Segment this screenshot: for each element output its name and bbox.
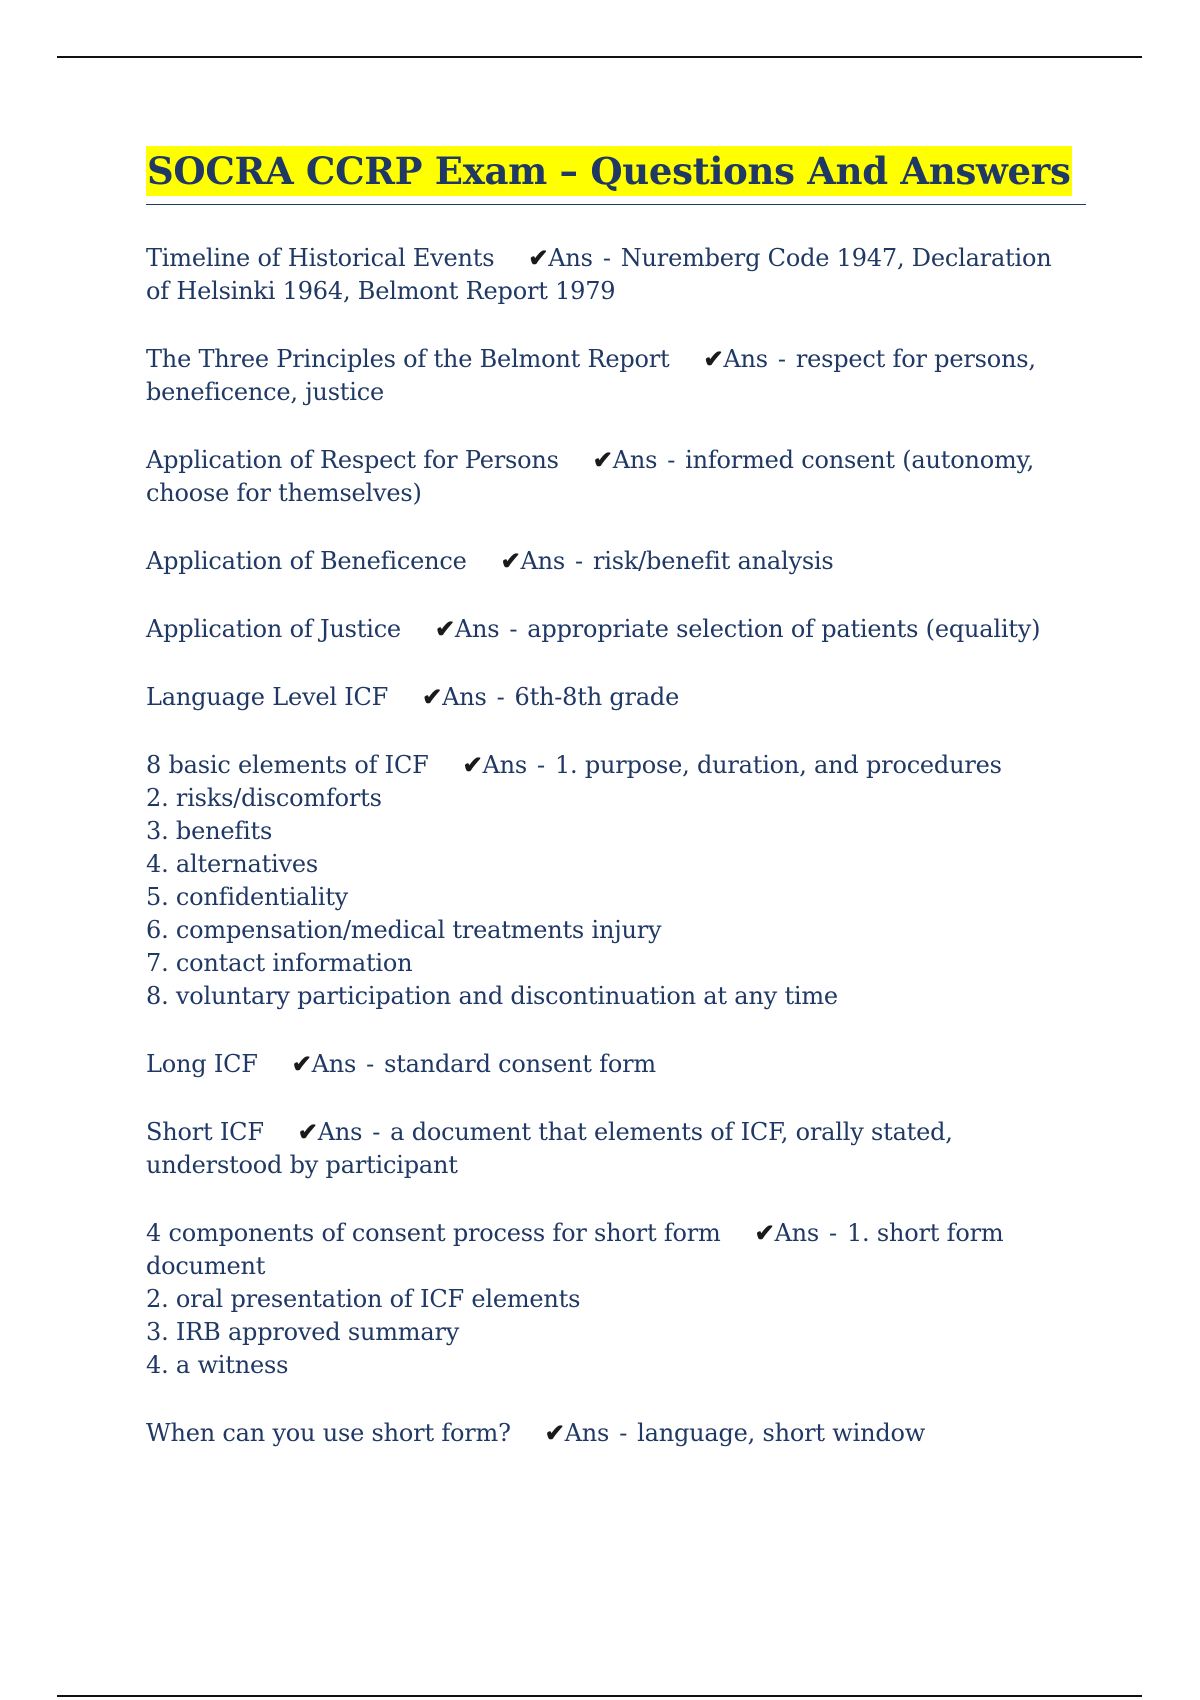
- answer-text: language, short window: [637, 1419, 926, 1447]
- answer-line: of Helsinki 1964, Belmont Report 1979: [146, 277, 616, 305]
- answer-line: 4. alternatives: [146, 850, 318, 878]
- question-text: 4 components of consent process for short form: [146, 1219, 721, 1247]
- page-bottom-rule: [57, 1695, 1142, 1697]
- answer-text: informed consent (autonomy,: [685, 446, 1035, 474]
- answer-text: standard consent form: [384, 1050, 656, 1078]
- ans-label: Ans: [317, 1118, 363, 1146]
- qa-first-line: [146, 1216, 1086, 1250]
- qa-item: [146, 748, 1086, 1013]
- ans-label: Ans: [311, 1050, 357, 1078]
- qa-first-line: [146, 544, 1086, 578]
- answer-line: choose for themselves): [146, 479, 422, 507]
- answer-text: risk/benefit analysis: [592, 547, 834, 575]
- answer-line: 7. contact information: [146, 949, 413, 977]
- qa-first-line: [146, 1416, 1086, 1450]
- ans-separator: -: [509, 615, 518, 643]
- qa-item: [146, 1115, 1086, 1182]
- checkmark-icon: ✔: [528, 243, 549, 272]
- answer-line: document: [146, 1252, 266, 1280]
- ans-label: Ans: [774, 1219, 820, 1247]
- qa-list: [146, 241, 1086, 1450]
- title-block: [146, 146, 1086, 205]
- checkmark-icon: ✔: [500, 546, 521, 575]
- qa-first-line: [146, 612, 1086, 646]
- answer-line: 4. a witness: [146, 1351, 289, 1379]
- answer-line: 2. risks/discomforts: [146, 784, 382, 812]
- answer-text: Nuremberg Code 1947, Declaration: [620, 244, 1052, 272]
- checkmark-icon: ✔: [434, 614, 455, 643]
- checkmark-icon: ✔: [297, 1117, 318, 1146]
- qa-item: [146, 544, 1086, 578]
- answer-line: 8. voluntary participation and discontinuation at any time: [146, 982, 838, 1010]
- checkmark-icon: ✔: [544, 1418, 565, 1447]
- ans-label: Ans: [442, 683, 487, 711]
- question-text: Application of Respect for Persons: [146, 446, 559, 474]
- question-text: 8 basic elements of ICF: [146, 751, 429, 779]
- question-text: Language Level ICF: [146, 683, 389, 711]
- answer-text: 6th-8th grade: [514, 683, 680, 711]
- ans-separator: -: [619, 1419, 628, 1447]
- question-text: Timeline of Historical Events: [146, 244, 495, 272]
- answer-text: 1. purpose, duration, and procedures: [554, 751, 1002, 779]
- answer-line: beneficence, justice: [146, 378, 384, 406]
- qa-first-line: [146, 342, 1086, 376]
- question-text: Application of Beneficence: [146, 547, 467, 575]
- answer-text: appropriate selection of patients (equality): [527, 615, 1041, 643]
- checkmark-icon: ✔: [592, 445, 613, 474]
- ans-label: Ans: [564, 1419, 610, 1447]
- qa-item: [146, 1216, 1086, 1382]
- qa-item: [146, 612, 1086, 646]
- qa-item: [146, 443, 1086, 510]
- ans-separator: -: [537, 751, 545, 779]
- document-title: SOCRA CCRP Exam – Questions And Answers: [146, 146, 1072, 196]
- checkmark-icon: ✔: [754, 1218, 775, 1247]
- ans-label: Ans: [454, 615, 500, 643]
- qa-first-line: [146, 1047, 1086, 1081]
- qa-item: [146, 680, 1086, 714]
- qa-first-line: [146, 443, 1086, 477]
- ans-separator: -: [829, 1219, 837, 1247]
- question-text: When can you use short form?: [146, 1419, 511, 1447]
- checkmark-icon: ✔: [422, 682, 443, 711]
- ans-label: Ans: [548, 244, 593, 272]
- answer-text: respect for persons,: [795, 345, 1036, 373]
- answer-line: 6. compensation/medical treatments injury: [146, 916, 662, 944]
- ans-label: Ans: [612, 446, 658, 474]
- question-text: Short ICF: [146, 1118, 264, 1146]
- answer-text: a document that elements of ICF, orally stated,: [390, 1118, 953, 1146]
- question-text: Long ICF: [146, 1050, 258, 1078]
- answer-line: 5. confidentiality: [146, 883, 349, 911]
- ans-separator: -: [372, 1118, 381, 1146]
- page-top-rule: [57, 56, 1142, 58]
- qa-item: [146, 342, 1086, 409]
- qa-item: [146, 241, 1086, 308]
- qa-first-line: [146, 241, 1086, 275]
- answer-line: 2. oral presentation of ICF elements: [146, 1285, 581, 1313]
- checkmark-icon: ✔: [462, 750, 483, 779]
- qa-item: [146, 1047, 1086, 1081]
- qa-first-line: [146, 1115, 1086, 1149]
- ans-separator: -: [602, 244, 611, 272]
- checkmark-icon: ✔: [703, 344, 724, 373]
- checkmark-icon: ✔: [291, 1049, 312, 1078]
- ans-separator: -: [575, 547, 583, 575]
- answer-line: understood by participant: [146, 1151, 458, 1179]
- ans-separator: -: [667, 446, 676, 474]
- question-text: Application of Justice: [146, 615, 401, 643]
- answer-line: 3. IRB approved summary: [146, 1318, 460, 1346]
- answer-line: 3. benefits: [146, 817, 273, 845]
- qa-first-line: [146, 680, 1086, 714]
- ans-separator: -: [366, 1050, 375, 1078]
- ans-label: Ans: [482, 751, 528, 779]
- ans-label: Ans: [723, 345, 768, 373]
- qa-item: [146, 1416, 1086, 1450]
- question-text: The Three Principles of the Belmont Report: [146, 345, 670, 373]
- ans-separator: -: [777, 345, 786, 373]
- ans-label: Ans: [520, 547, 566, 575]
- answer-text: 1. short form: [846, 1219, 1004, 1247]
- document-body: [146, 146, 1086, 1484]
- qa-first-line: [146, 748, 1086, 782]
- ans-separator: -: [496, 683, 505, 711]
